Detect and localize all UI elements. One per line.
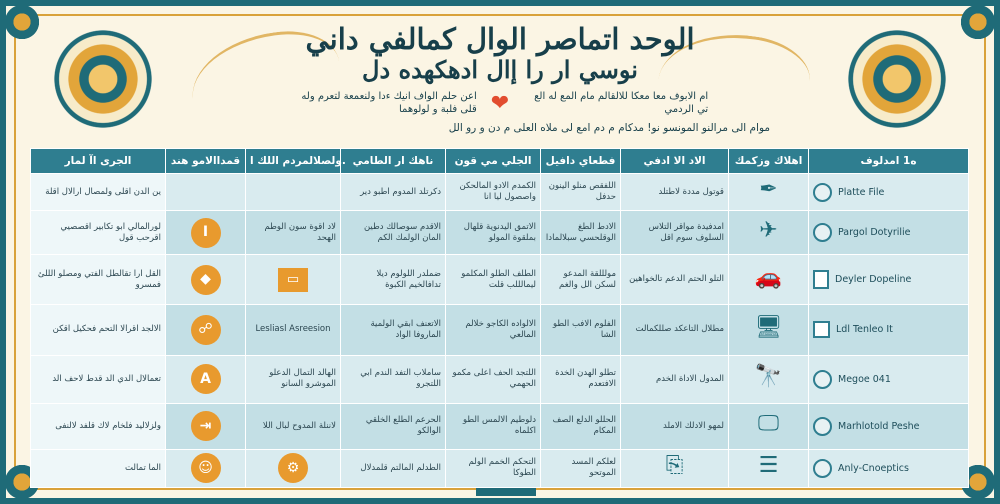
list-icon: ☰ (758, 453, 779, 479)
row-name: Platte File (838, 186, 885, 198)
badge-cell (166, 449, 246, 487)
gear-badge-icon: ⚙ (278, 453, 308, 483)
checkbox-icon (813, 321, 830, 338)
globe-icon (813, 183, 832, 202)
badge-icon: ☍ (191, 315, 221, 345)
column-header: الجلي مي قون (446, 149, 541, 174)
computer-icon: 🖵 (757, 411, 780, 437)
page-title-line2: نوسي ار را إال ادهكهده دل (362, 55, 638, 84)
cell-text: اللتجد الحف اعلى مكمو الحهمي (446, 355, 541, 403)
table-row (31, 211, 969, 255)
cell-text: لعلكم المسد الموتحو (541, 449, 621, 487)
badge-cell (166, 174, 246, 211)
glyph-cell (246, 174, 341, 211)
header (230, 22, 770, 134)
row-name: Ldl Tenleo It (836, 324, 893, 336)
column-header: فطعاي دافيل (541, 149, 621, 174)
document-stack-icon: ⎘ (665, 453, 684, 479)
badge-cell (246, 255, 341, 305)
cell-text: الاتمق اليدنوية قلهال بملقوة المولو (446, 211, 541, 255)
tagline: موام الى مرالنو المونسو نو! مدكام م دم امع لى ملاه العلى م دن و رو الل (448, 122, 770, 134)
name-cell (809, 255, 969, 305)
illustration-cell (729, 449, 809, 487)
table-header-row (31, 149, 969, 174)
badge-cell (246, 449, 341, 487)
corner-ornament-icon (958, 2, 998, 42)
cell-text: اللفقص منلو الينون حدفل (541, 174, 621, 211)
badge-cell (166, 255, 246, 305)
cell-text: تطلو الهدن الخدة الافتعدم (541, 355, 621, 403)
row-description: لورالمالي ابو تكابير اقصصيي اقرحب قول (31, 211, 166, 255)
cell-text: Lesliasl Asreesion (246, 305, 341, 355)
cell-text: الحللو الدلع الصف المكام (541, 403, 621, 449)
row-description: الالجد اقرالا التحم فحكيل اقكن (31, 305, 166, 355)
cell-text: الاقدم سوصالك دطين المان الولمك الكم (341, 211, 446, 255)
row-name: Pargol Dotyrilie (838, 227, 911, 239)
cell-text: قوتول مددة لاطتلد (621, 174, 729, 211)
cell-text: دكرتلد المدوم اطبو دير (341, 174, 446, 211)
badge-icon: A (191, 364, 221, 394)
badge-cell (166, 355, 246, 403)
cell-text: ضملدر اللولوم ديلا تدافالخيم الكبوة (341, 255, 446, 305)
table-row (31, 305, 969, 355)
name-cell (809, 403, 969, 449)
badge-icon: ⇥ (191, 411, 221, 441)
badge-cell (166, 403, 246, 449)
cell-text: دلوطيم الالمس الطو اكلماه (446, 403, 541, 449)
cell-text: الالواده الكاجو خلالم المالعي (446, 305, 541, 355)
table-row (31, 355, 969, 403)
cell-text: التلو الحتم الدعم تالخواهين (621, 255, 729, 305)
cell-text: لاد اقوة سون الوطم الهحد (246, 211, 341, 255)
illustration-cell (729, 355, 809, 403)
table-row (31, 403, 969, 449)
table-row (31, 255, 969, 305)
cell-text: ساملاب التفد الندم ابي اللتجرو (341, 355, 446, 403)
cell-text: الطلف الطلو المكلمو ليمالللب قلت (446, 255, 541, 305)
monitor-icon: 🖥 (754, 314, 783, 340)
badge-cell (166, 305, 246, 355)
row-name: Deyler Dopeline (835, 274, 912, 286)
column-header: الجرى اآ لمار (31, 149, 166, 174)
person-badge-icon: ☺ (191, 453, 221, 483)
globe-icon (813, 417, 832, 436)
cell-text: مولللقة المدعو لسكن الل والغم (541, 255, 621, 305)
subtitle-left: اعن حلم الواف انيك ءدا ولنعمعة لتعرم وله قلى فلبة و لولوهما (301, 91, 477, 115)
cell-text: الطدلم المالتم قلمدلال (341, 449, 446, 487)
name-cell (809, 449, 969, 487)
box-icon: ▭ (278, 268, 308, 292)
row-description: ولزلاليد فلخام لاك قلفد لالنفى (31, 403, 166, 449)
cell-text: الهالد التمال الدعلو الموشرو السانو (246, 355, 341, 403)
pen-icon: ✒ (759, 177, 778, 203)
subtitle-right: ام الابوف معا معكا للالقالم مام المع له الع تي الردمي (534, 91, 709, 115)
column-header: ولصلالمردم اللك ا. (246, 149, 341, 174)
cell-text: الفلوم الافب الطو الشا (541, 305, 621, 355)
cell-text: لاننلة المدوح لبال اللا (246, 403, 341, 449)
row-description: تعمالال الدي الد قدط لاحف الد (31, 355, 166, 403)
cell-text: المدول الاداة الخدم (621, 355, 729, 403)
name-cell (809, 355, 969, 403)
column-header: ناهك ار الطامي (341, 149, 446, 174)
medallion-left-icon (48, 24, 158, 134)
page-title-line1: الوحد اتماصر الوال كمالفي داني (305, 22, 695, 56)
column-header: ه1 امدلوف (809, 149, 969, 174)
plane-icon: ✈ (759, 217, 778, 243)
glyph-cell (621, 449, 729, 487)
cell-text: لمهو الادلك الاملد (621, 403, 729, 449)
badge-cell (166, 211, 246, 255)
globe-icon (813, 223, 832, 242)
comparison-table (30, 148, 969, 488)
globe-icon (813, 370, 832, 389)
globe-icon (813, 459, 832, 478)
illustration-cell (729, 403, 809, 449)
medallion-right-icon (842, 24, 952, 134)
subtitle-row (230, 90, 770, 116)
column-header: الاد الا ادفي (621, 149, 729, 174)
row-description: ين الدن اقلى ولمصال ارالال اقلة (31, 174, 166, 211)
row-description: الما تمالت (31, 449, 166, 487)
badge-icon: ◆ (191, 265, 221, 295)
cell-text: التحكم الخمم الولم الطوكا (446, 449, 541, 487)
name-cell (809, 305, 969, 355)
table-row (31, 174, 969, 211)
cell-text: الادط الطغ الوقلحسي سبلالمادا (541, 211, 621, 255)
heart-icon: ❤ (490, 90, 510, 116)
illustration-cell (729, 305, 809, 355)
document-icon (813, 270, 829, 289)
row-name: Megoe 041 (838, 373, 891, 385)
illustration-cell (729, 174, 809, 211)
cell-text: الكمدم الادو المالحكن واصصول ليا انا (446, 174, 541, 211)
table-row (31, 449, 969, 487)
name-cell (809, 211, 969, 255)
column-header: اهلاك وزكمك (729, 149, 809, 174)
cell-text: الاتعنف ابقي الولمية الماروفا الواد (341, 305, 446, 355)
cell-text: الحرعم الطلع الخلقي الوالكو (341, 403, 446, 449)
row-description: القل ارا تقالطل الفتي ومصلو الللئ فمسرو (31, 255, 166, 305)
illustration-cell (729, 255, 809, 305)
row-name: Anly-Cnoeptics (838, 462, 909, 474)
cell-text: مطلال التاعكد صللكمالت (621, 305, 729, 355)
name-cell (809, 174, 969, 211)
cell-text: امدفيدة مواقر التلاس السلوف سوم اقل (621, 211, 729, 255)
car-icon: 🚗 (754, 264, 783, 290)
illustration-cell (729, 211, 809, 255)
row-name: Marhlotold Peshe (838, 420, 920, 432)
corner-ornament-icon (2, 2, 42, 42)
badge-icon: I (191, 218, 221, 248)
column-header: قمداالامو هند (166, 149, 246, 174)
telescope-icon: 🔭 (754, 364, 783, 390)
